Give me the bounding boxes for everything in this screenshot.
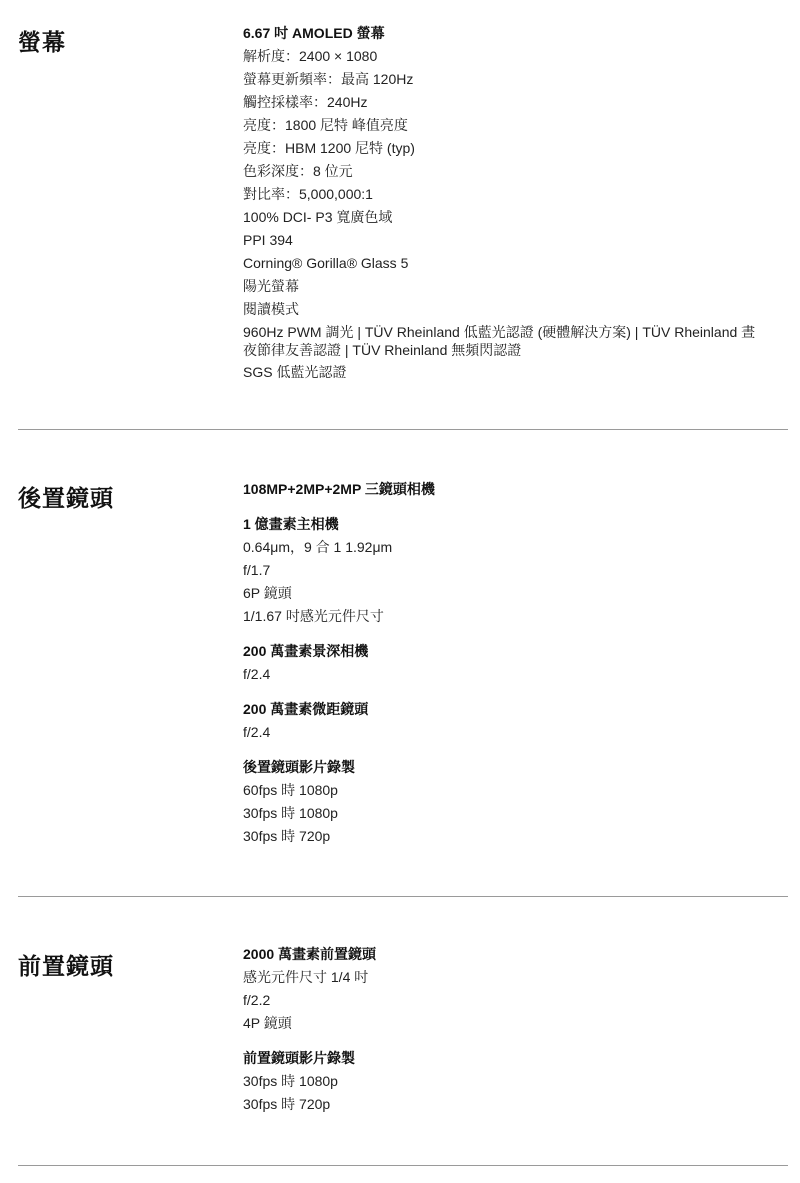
spec-line: 陽光螢幕 bbox=[243, 278, 299, 294]
rear-camera-heading: 108MP+2MP+2MP 三鏡頭相機 bbox=[243, 481, 435, 497]
spec-line: 感光元件尺寸 1/4 吋 bbox=[243, 969, 369, 985]
rear-video-heading: 後置鏡頭影片錄製 bbox=[243, 759, 355, 775]
spec-line: 閱讀模式 bbox=[243, 301, 299, 317]
spec-line: 30fps 時 720p bbox=[243, 828, 331, 844]
spec-line: PPI 394 bbox=[243, 232, 293, 248]
section-divider bbox=[18, 429, 788, 430]
rear-camera-spec-list bbox=[243, 478, 763, 848]
spec-line: 100% DCI- P3 寬廣色域 bbox=[243, 209, 393, 225]
spec-line: 4P 鏡頭 bbox=[243, 1015, 292, 1031]
depth-camera-heading: 200 萬畫素景深相機 bbox=[243, 643, 369, 659]
spec-line: 對比率：5,000,000:1 bbox=[243, 186, 373, 202]
macro-camera-heading: 200 萬畫素微距鏡頭 bbox=[243, 701, 369, 717]
spec-line-certifications: 960Hz PWM 調光 | TÜV Rheinland 低藍光認證 (硬體解決方案) | TÜV Rheinland 晝夜節律友善認證 | TÜV Rheinland 無頻閃認證 bbox=[243, 324, 756, 358]
spec-line: Corning® Gorilla® Glass 5 bbox=[243, 255, 409, 271]
spec-line: 色彩深度：8 位元 bbox=[243, 163, 353, 179]
spec-line: 6P 鏡頭 bbox=[243, 585, 292, 601]
spec-line: 60fps 時 1080p bbox=[243, 782, 338, 798]
spec-line: 解析度：2400 × 1080 bbox=[243, 48, 378, 64]
spec-line: 30fps 時 720p bbox=[243, 1096, 331, 1112]
spec-line: f/1.7 bbox=[243, 562, 271, 578]
spec-line: f/2.2 bbox=[243, 992, 271, 1008]
main-camera-heading: 1 億畫素主相機 bbox=[243, 516, 339, 532]
spec-line: f/2.4 bbox=[243, 666, 271, 682]
spec-line: 亮度：1800 尼特 峰值亮度 bbox=[243, 117, 408, 133]
front-camera-spec-list bbox=[243, 943, 763, 1116]
display-spec-list bbox=[243, 22, 763, 384]
section-divider bbox=[18, 1165, 788, 1166]
spec-line: 螢幕更新頻率：最高 120Hz bbox=[243, 71, 414, 87]
spec-line: 觸控採樣率：240Hz bbox=[243, 94, 368, 110]
display-section-title: 螢幕 bbox=[18, 29, 66, 55]
spec-line: 1/1.67 吋感光元件尺寸 bbox=[243, 608, 384, 624]
front-camera-heading: 2000 萬畫素前置鏡頭 bbox=[243, 946, 377, 962]
section-divider bbox=[18, 896, 788, 897]
spec-line: 0.64μm，9 合 1 1.92μm bbox=[243, 539, 393, 555]
spec-line: 30fps 時 1080p bbox=[243, 805, 338, 821]
spec-line: 亮度：HBM 1200 尼特 (typ) bbox=[243, 140, 415, 156]
front-video-heading: 前置鏡頭影片錄製 bbox=[243, 1050, 355, 1066]
spec-line: f/2.4 bbox=[243, 724, 271, 740]
front-camera-section-title: 前置鏡頭 bbox=[18, 953, 114, 979]
display-heading: 6.67 吋 AMOLED 螢幕 bbox=[243, 25, 385, 41]
rear-camera-section-title: 後置鏡頭 bbox=[18, 485, 114, 511]
spec-line: SGS 低藍光認證 bbox=[243, 364, 347, 380]
spec-line: 30fps 時 1080p bbox=[243, 1073, 338, 1089]
